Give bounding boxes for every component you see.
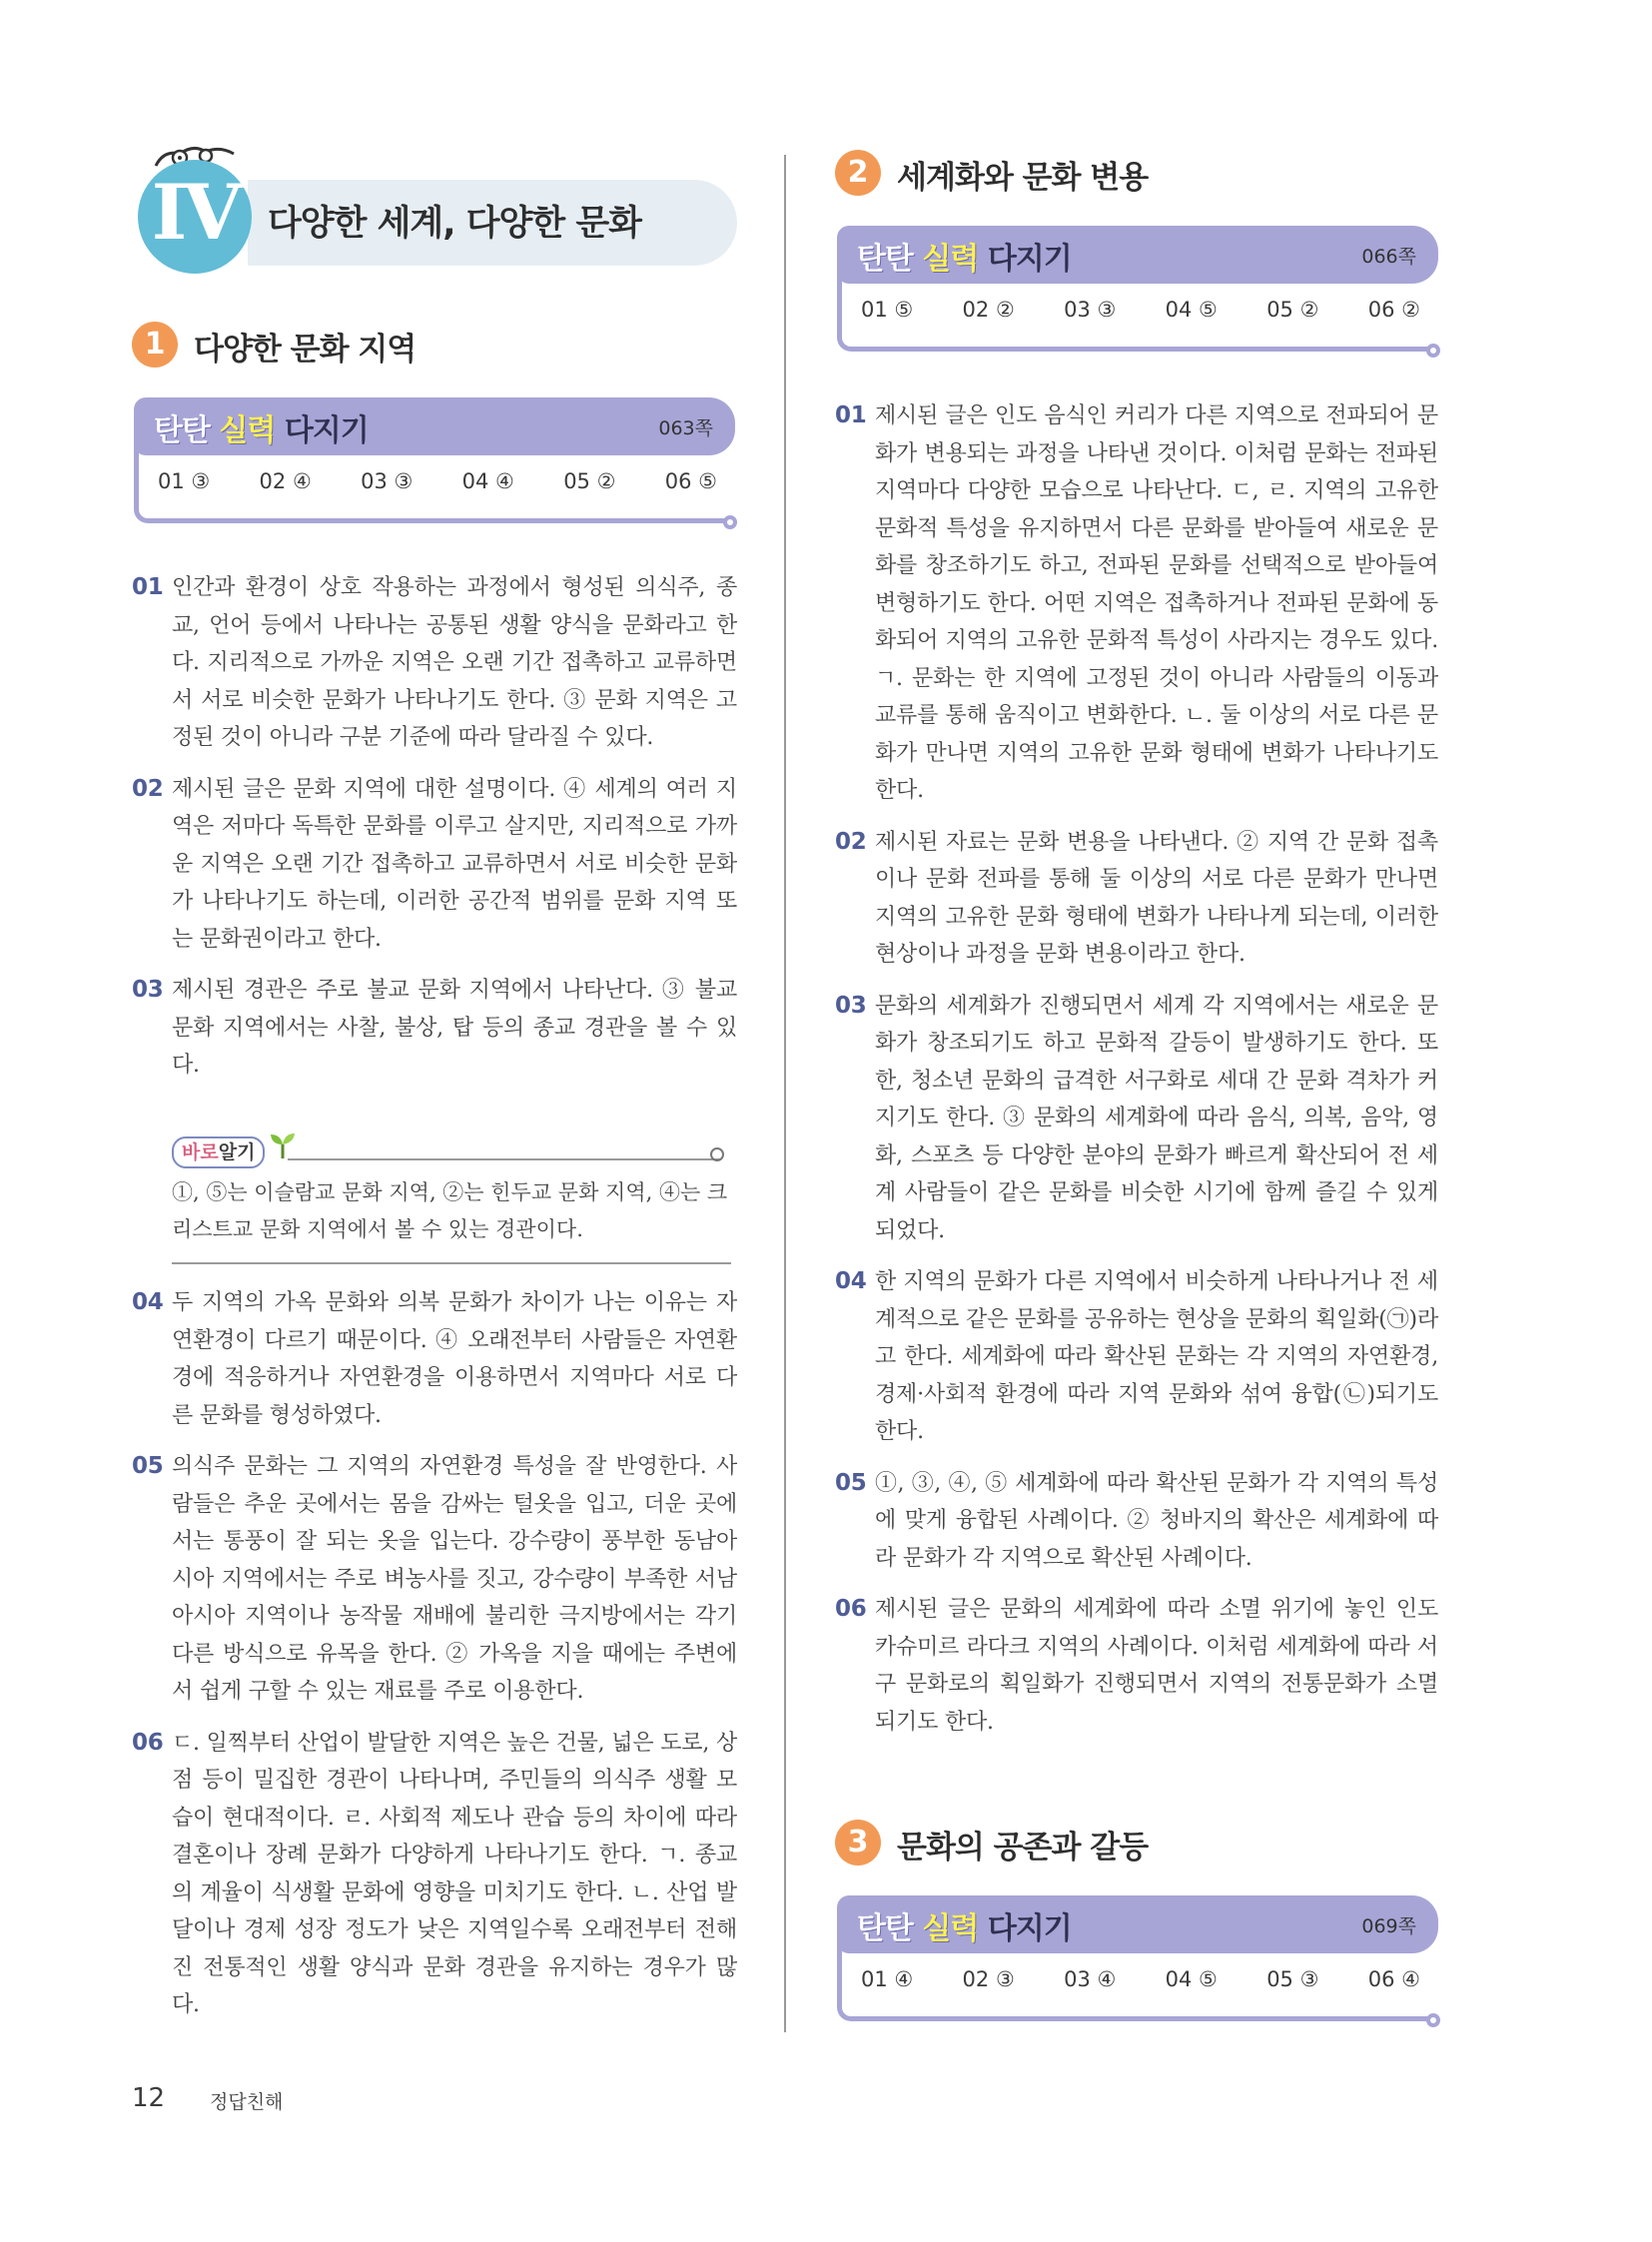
answer-item: 05 ②: [563, 469, 616, 493]
item-text: 제시된 글은 문화의 세계화에 따라 소멸 위기에 놓인 인도 카슈미르 라다크 지역의 사례이다. 이처럼 세계화에 따라 서구 문화로의 획일화가 진행되면서 지역의 전통문화가 소멸되기도 한다.: [875, 1597, 1438, 1735]
footer-label: 정답친해: [210, 2091, 284, 2113]
answer-list: [861, 298, 1420, 322]
tip-top-rule: [288, 1158, 721, 1160]
page-reference: 066쪽: [1361, 246, 1416, 268]
answer-item: 06 ②: [1367, 298, 1420, 322]
column-divider: [784, 155, 786, 2032]
answer-item: 05 ③: [1266, 1967, 1319, 1991]
item-number: 01: [132, 574, 164, 600]
item-text: 제시된 자료는 문화 변용을 나타낸다. ② 지역 간 문화 접촉이나 문화 전파를 통해 둘 이상의 서로 다른 문화가 만나면 지역의 고유한 문화 형태에 변화가 나타나게 되는데, 이러한 현상이나 과정을 문화 변용이라고 한다.: [875, 829, 1438, 967]
item-text: 제시된 글은 인도 음식인 커리가 다른 지역으로 전파되어 문화가 변용되는 과정을 나타낸 것이다. 이처럼 문화는 전파된 지역마다 다양한 모습으로 나타난다. ㄷ, ㄹ. 지역의 고유한 문화적 특성을 유지하면서 다른 문화를 받아들여 새로운 문화를 창조하기도 하고, 전파된 문화를 선택적으로 받아들여 변형하기도 한다. 어떤 지역은 접촉하거나 전파된 문화에 동화되어 지역의 고유한 문화적 특성이 사라지는 경우도 있다. ㄱ. 문화는 한 지역에 고정된 것이 아니라 사람들의 이동과 교류를 통해 움직이고 변화한다. ㄴ. 둘 이상의 서로 다른 문화가 만나면 지역의 고유한 문화 형태에 변화가 나타나기도 한다.: [875, 403, 1438, 803]
item-text: 한 지역의 문화가 다른 지역에서 비슷하게 나타나거나 전 세계적으로 같은 문화를 공유하는 현상을 문화의 획일화(㉠)라고 한다. 세계화에 따라 확산된 문화는 각 지역의 자연환경, 경제·사회적 환경에 따라 지역 문화와 섞여 융합(㉡)되기도 한다.: [875, 1269, 1438, 1444]
answer-item: 02 ④: [259, 469, 312, 493]
answer-item: 01 ⑤: [861, 298, 914, 322]
section-title: 문화의 공존과 갈등: [897, 1830, 1149, 1866]
answer-item: 04 ④: [461, 469, 514, 493]
answer-item: 02 ②: [962, 298, 1015, 322]
explanation-list: [132, 569, 737, 1085]
answer-item: 04 ⑤: [1165, 1967, 1218, 1991]
explanation-item: [835, 1591, 1438, 1741]
explanation-item: [132, 1284, 737, 1434]
answer-item: 03 ③: [1064, 298, 1117, 322]
answer-box-end-dot: [723, 515, 737, 529]
answer-item: 01 ④: [861, 1967, 914, 1991]
explanation-item: [835, 1465, 1438, 1578]
answer-item: 06 ⑤: [664, 469, 717, 493]
answer-list: [861, 1967, 1420, 1991]
item-text: 제시된 경관은 주로 불교 문화 지역에서 나타난다. ③ 불교 문화 지역에서는 사찰, 불상, 탑 등의 종교 경관을 볼 수 있다.: [172, 978, 737, 1078]
item-number: 02: [132, 775, 164, 802]
answer-item: 01 ③: [158, 469, 211, 493]
answer-item: 02 ③: [962, 1967, 1015, 1991]
chapter-title: 다양한 세계, 다양한 문화: [268, 204, 641, 244]
answer-box: [837, 226, 1438, 358]
explanation-list: [835, 397, 1438, 1741]
item-number: 05: [835, 1469, 867, 1496]
item-number: 01: [835, 402, 867, 428]
section-number: 1: [132, 322, 178, 368]
explanation-item: [835, 824, 1438, 974]
answer-box-label: 탄탄 실력 다지기: [154, 413, 369, 448]
tip-box: [172, 1134, 737, 1270]
answer-item: 05 ②: [1266, 298, 1319, 322]
chapter-badge: [138, 160, 252, 274]
answer-list: [158, 469, 717, 493]
section-title: 세계화와 문화 변용: [897, 160, 1149, 196]
item-number: 03: [835, 992, 867, 1019]
item-number: 06: [132, 1729, 164, 1756]
answer-box-label: 탄탄 실력 다지기: [857, 242, 1072, 277]
page-number: 12: [132, 2083, 166, 2113]
answer-box-end-dot: [1426, 2013, 1440, 2027]
answer-item: 04 ⑤: [1165, 298, 1218, 322]
explanation-item: [835, 1263, 1438, 1451]
explanation-item: [132, 1725, 737, 2024]
page-reference: 069쪽: [1361, 1915, 1416, 1937]
item-number: 04: [132, 1289, 164, 1315]
answer-box: [134, 397, 735, 529]
item-text: ㄷ. 일찍부터 산업이 발달한 지역은 높은 건물, 넓은 도로, 상점 등이 밀집한 경관이 나타나며, 주민들의 의식주 생활 모습이 현대적이다. ㄹ. 사회적 제도나 관습 등의 차이에 따라 결혼이나 장례 문화가 다양하게 나타나기도 한다. ㄱ. 종교의 계율이 식생활 문화에 영향을 미치기도 한다. ㄴ. 산업 발달이나 경제 성장 정도가 낮은 지역일수록 오래전부터 전해진 전통적인 생활 양식과 문화 경관을 유지하는 경우가 많다.: [172, 1730, 737, 2017]
explanation-item: [835, 397, 1438, 810]
chapter-roman-numeral: IV: [151, 168, 239, 257]
answer-item: 03 ③: [361, 469, 413, 493]
answer-box-label: 탄탄 실력 다지기: [857, 1911, 1072, 1946]
explanation-item: [835, 988, 1438, 1250]
item-text: 제시된 글은 문화 지역에 대한 설명이다. ④ 세계의 여러 지역은 저마다 독특한 문화를 이루고 살지만, 지리적으로 가까운 지역은 오랜 기간 접촉하고 교류하면서 서로 비슷한 문화가 나타나기도 하는데, 이러한 공간적 범위를 문화 지역 또는 문화권이라고 한다.: [172, 776, 737, 952]
item-number: 03: [132, 977, 164, 1003]
item-text: 인간과 환경이 상호 작용하는 과정에서 형성된 의식주, 종교, 언어 등에서 나타나는 공통된 생활 양식을 문화라고 한다. 지리적으로 가까운 지역은 오랜 기간 접촉하고 교류하면서 서로 비슷한 문화가 나타나기도 한다. ③ 문화 지역은 고정된 것이 아니라 구분 기준에 따라 달라질 수 있다.: [172, 575, 737, 750]
tip-bottom-rule: [172, 1262, 731, 1264]
section-number: 2: [835, 150, 881, 196]
answer-item: 03 ④: [1064, 1967, 1117, 1991]
answer-item: 06 ④: [1367, 1967, 1420, 1991]
item-text: 두 지역의 가옥 문화와 의복 문화가 차이가 나는 이유는 자연환경이 다르기 때문이다. ④ 오래전부터 사람들은 자연환경에 적응하거나 자연환경을 이용하면서 지역마다 서로 다른 문화를 형성하였다.: [172, 1290, 737, 1428]
item-number: 06: [835, 1596, 867, 1622]
page-reference: 063쪽: [658, 417, 713, 439]
section-number: 3: [835, 1820, 881, 1866]
answer-box: [837, 1895, 1438, 2027]
item-number: 04: [835, 1268, 867, 1294]
tip-label: 바로알기: [172, 1136, 265, 1168]
sprout-icon: [268, 1130, 298, 1160]
explanation-item: [132, 771, 737, 959]
explanation-item: [132, 569, 737, 757]
tip-text: ①, ⑤는 이슬람교 문화 지역, ②는 힌두교 문화 지역, ④는 크리스트교 문화 지역에서 볼 수 있는 경관이다.: [172, 1180, 728, 1241]
item-number: 05: [132, 1453, 164, 1479]
explanation-list: [132, 1284, 737, 2024]
item-text: 문화의 세계화가 진행되면서 세계 각 지역에서는 새로운 문화가 창조되기도 하고 문화적 갈등이 발생하기도 한다. 또한, 청소년 문화의 급격한 서구화로 세대 간 문화 격차가 커지기도 한다. ③ 문화의 세계화에 따라 음식, 의복, 음악, 영화, 스포츠 등 다양한 분야의 문화가 빠르게 확산되어 전 세계 사람들이 같은 문화를 비슷한 시기에 함께 즐길 수 있게 되었다.: [875, 993, 1438, 1243]
item-text: ①, ③, ④, ⑤ 세계화에 따라 확산된 문화가 각 지역의 특성에 맞게 융합된 사례이다. ② 청바지의 확산은 세계화에 따라 문화가 각 지역으로 확산된 사례이다.: [875, 1470, 1438, 1571]
item-text: 의식주 문화는 그 지역의 자연환경 특성을 잘 반영한다. 사람들은 추운 곳에서는 몸을 감싸는 털옷을 입고, 더운 곳에서는 통풍이 잘 되는 옷을 입는다. 강수량이 풍부한 동남아시아 지역에서는 주로 벼농사를 짓고, 강수량이 부족한 서남아시아 지역이나 농작물 재배에 불리한 극지방에서는 각기 다른 방식으로 유목을 한다. ② 가옥을 지을 때에는 주변에서 쉽게 구할 수 있는 재료를 주로 이용한다.: [172, 1454, 737, 1704]
explanation-item: [132, 1448, 737, 1711]
magnifier-icon: [709, 1146, 727, 1164]
answer-box-end-dot: [1426, 344, 1440, 358]
section-title: 다양한 문화 지역: [194, 332, 416, 368]
item-number: 02: [835, 828, 867, 855]
explanation-item: [132, 972, 737, 1085]
